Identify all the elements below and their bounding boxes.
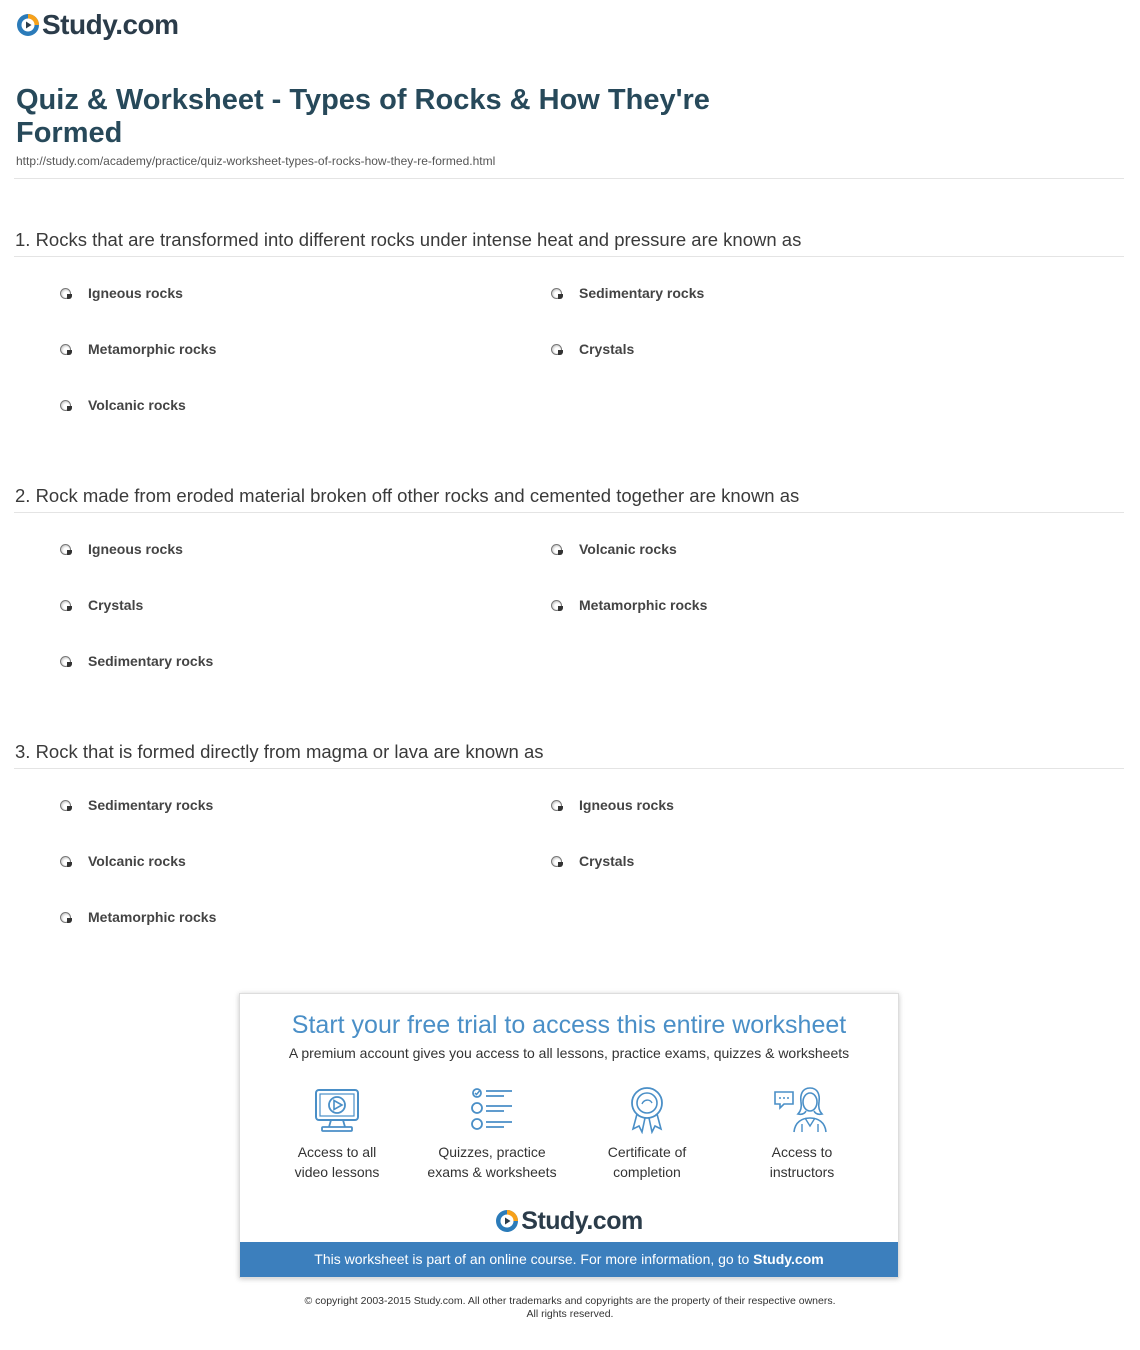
answer-option[interactable] bbox=[551, 595, 707, 615]
instructor-icon bbox=[772, 1086, 832, 1134]
feature-line1: Access to bbox=[771, 1144, 833, 1160]
answer-option[interactable] bbox=[60, 651, 213, 671]
option-label: Crystals bbox=[88, 597, 144, 613]
feature-line2: completion bbox=[613, 1164, 681, 1180]
answer-option[interactable] bbox=[551, 539, 677, 559]
radio-icon[interactable] bbox=[551, 856, 562, 867]
promo-info-bar bbox=[240, 1242, 898, 1277]
feature-quizzes bbox=[412, 1086, 572, 1182]
promo-bar-text: This worksheet is part of an online course. For more information, go to bbox=[314, 1251, 750, 1267]
radio-icon[interactable] bbox=[60, 288, 71, 299]
question-1 bbox=[14, 229, 1124, 425]
feature-certificate bbox=[567, 1086, 727, 1182]
radio-icon[interactable] bbox=[551, 600, 562, 611]
feature-label bbox=[567, 1142, 727, 1182]
question-text: 2. Rock made from eroded material broken off other rocks and cemented together are known as bbox=[15, 485, 800, 506]
option-label: Crystals bbox=[579, 341, 635, 357]
logo-text: Study.com bbox=[521, 1207, 643, 1235]
option-label: Volcanic rocks bbox=[88, 853, 186, 869]
answer-option[interactable] bbox=[60, 595, 143, 615]
radio-icon[interactable] bbox=[551, 344, 562, 355]
radio-icon[interactable] bbox=[60, 400, 71, 411]
answer-option[interactable] bbox=[60, 795, 213, 815]
question-text: 1. Rocks that are transformed into different rocks under intense heat and pressure are known as bbox=[15, 229, 802, 250]
free-trial-promo[interactable] bbox=[239, 993, 899, 1278]
header-divider bbox=[14, 178, 1124, 179]
question-3 bbox=[14, 741, 1124, 937]
answer-option[interactable] bbox=[60, 339, 216, 359]
radio-icon[interactable] bbox=[60, 912, 71, 923]
feature-video-lessons bbox=[257, 1086, 417, 1182]
answer-option[interactable] bbox=[60, 907, 216, 927]
feature-line1: Certificate of bbox=[607, 1144, 687, 1160]
radio-icon[interactable] bbox=[60, 344, 71, 355]
option-label: Volcanic rocks bbox=[579, 541, 677, 557]
option-label: Volcanic rocks bbox=[88, 397, 186, 413]
option-label: Igneous rocks bbox=[88, 541, 183, 557]
option-label: Sedimentary rocks bbox=[579, 285, 705, 301]
answer-option[interactable] bbox=[551, 795, 674, 815]
page-title: Quiz & Worksheet - Types of Rocks & How They're Formed bbox=[16, 84, 710, 149]
answer-option[interactable] bbox=[60, 395, 186, 415]
answer-option[interactable] bbox=[60, 851, 186, 871]
option-label: Sedimentary rocks bbox=[88, 797, 214, 813]
study-link[interactable]: Study.com bbox=[753, 1251, 824, 1267]
video-lesson-icon bbox=[313, 1086, 361, 1134]
radio-icon[interactable] bbox=[60, 544, 71, 555]
feature-line1: Access to all bbox=[297, 1144, 377, 1160]
quiz-list-icon bbox=[468, 1086, 516, 1134]
radio-icon[interactable] bbox=[60, 800, 71, 811]
study-logo-icon bbox=[495, 1209, 519, 1233]
feature-line2: instructors bbox=[769, 1164, 835, 1180]
certificate-icon bbox=[623, 1086, 671, 1134]
option-label: Igneous rocks bbox=[579, 797, 674, 813]
copyright-footer bbox=[0, 1295, 1140, 1321]
feature-label bbox=[257, 1142, 417, 1182]
radio-icon[interactable] bbox=[60, 600, 71, 611]
option-label: Crystals bbox=[579, 853, 635, 869]
feature-line1: Quizzes, practice bbox=[438, 1144, 546, 1160]
answer-option[interactable] bbox=[551, 339, 634, 359]
feature-instructors bbox=[722, 1086, 882, 1182]
study-logo[interactable] bbox=[16, 10, 179, 40]
copyright-line: © copyright 2003-2015 Study.com. All other trademarks and copyrights are the property of their respective owners. bbox=[304, 1295, 836, 1307]
radio-icon[interactable] bbox=[551, 800, 562, 811]
promo-title[interactable]: Start your free trial to access this entire worksheet bbox=[291, 1011, 847, 1039]
promo-study-logo[interactable] bbox=[240, 1206, 898, 1236]
question-text: 3. Rock that is formed directly from magma or lava are known as bbox=[15, 741, 544, 762]
feature-line2: video lessons bbox=[294, 1164, 380, 1180]
feature-label bbox=[722, 1142, 882, 1182]
option-label: Sedimentary rocks bbox=[88, 653, 214, 669]
answer-option[interactable] bbox=[551, 283, 704, 303]
feature-line2: exams & worksheets bbox=[427, 1164, 557, 1180]
promo-subtitle: A premium account gives you access to all lessons, practice exams, quizzes & worksheets bbox=[288, 1045, 850, 1061]
answer-option[interactable] bbox=[551, 851, 634, 871]
answer-option[interactable] bbox=[60, 539, 183, 559]
feature-label bbox=[412, 1142, 572, 1182]
question-2 bbox=[14, 485, 1124, 681]
radio-icon[interactable] bbox=[60, 856, 71, 867]
study-logo-icon bbox=[16, 13, 40, 37]
answer-option[interactable] bbox=[60, 283, 183, 303]
page-url: http://study.com/academy/practice/quiz-worksheet-types-of-rocks-how-they-re-formed.html bbox=[16, 154, 496, 168]
option-label: Metamorphic rocks bbox=[579, 597, 708, 613]
rights-line: All rights reserved. bbox=[526, 1308, 614, 1320]
radio-icon[interactable] bbox=[60, 656, 71, 667]
radio-icon[interactable] bbox=[551, 288, 562, 299]
option-label: Igneous rocks bbox=[88, 285, 183, 301]
logo-text: Study.com bbox=[42, 9, 179, 40]
option-label: Metamorphic rocks bbox=[88, 341, 217, 357]
option-label: Metamorphic rocks bbox=[88, 909, 217, 925]
radio-icon[interactable] bbox=[551, 544, 562, 555]
